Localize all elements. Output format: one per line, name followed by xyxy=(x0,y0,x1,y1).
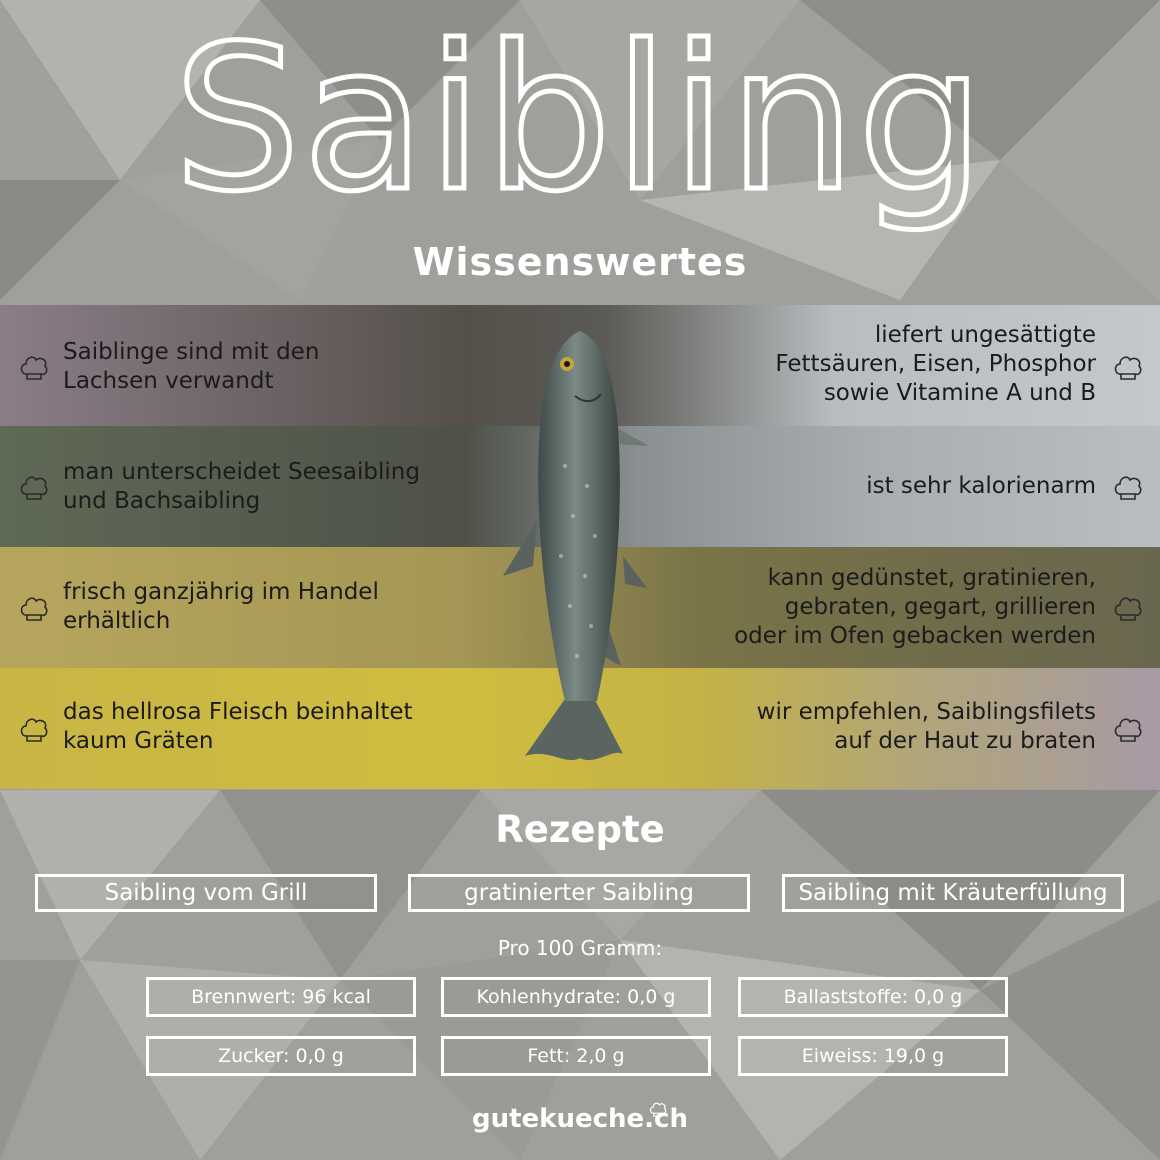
nutrition-title: Pro 100 Gramm: xyxy=(497,936,663,960)
recipes-title: Rezepte xyxy=(495,808,665,851)
nutrition-brennwert: Brennwert: 96 kcal xyxy=(146,977,416,1017)
fact-left-3: frisch ganzjährig im Handel erhältlich xyxy=(63,579,379,634)
chef-hat-icon xyxy=(18,593,50,623)
chef-hat-icon xyxy=(18,714,50,744)
subtitle: Wissenswertes xyxy=(412,240,748,284)
fish-image xyxy=(495,326,665,776)
fact-right-4: wir empfehlen, Saiblingsfilets auf der Haut zu braten xyxy=(756,699,1096,754)
chef-hat-icon xyxy=(1112,352,1144,382)
page-title: Saibling xyxy=(173,3,987,236)
nutrition-fett: Fett: 2,0 g xyxy=(441,1036,711,1076)
nutrition-kohlenhydrate: Kohlenhydrate: 0,0 g xyxy=(441,977,711,1017)
chef-hat-icon xyxy=(1112,472,1144,502)
recipe-button-gratiniert[interactable]: gratinierter Saibling xyxy=(408,874,750,912)
fact-right-1: liefert ungesättigte Fettsäuren, Eisen, Phosphor sowie Vitamine A und B xyxy=(775,322,1096,406)
fact-left-1: Saiblinge sind mit den Lachsen verwandt xyxy=(63,339,320,394)
recipe-button-kraeuterfuellung[interactable]: Saibling mit Kräuterfüllung xyxy=(782,874,1124,912)
chef-hat-icon xyxy=(1112,593,1144,623)
chef-hat-icon xyxy=(648,1100,668,1118)
chef-hat-icon xyxy=(1112,714,1144,744)
nutrition-eiweiss: Eiweiss: 19,0 g xyxy=(738,1036,1008,1076)
fact-left-2: man unterscheidet Seesaibling und Bachsaibling xyxy=(63,459,420,514)
chef-hat-icon xyxy=(18,472,50,502)
nutrition-ballaststoffe: Ballaststoffe: 0,0 g xyxy=(738,977,1008,1017)
fact-right-3: kann gedünstet, gratinieren, gebraten, gegart, grillieren oder im Ofen gebacken werden xyxy=(734,565,1096,649)
fact-left-4: das hellrosa Fleisch beinhaltet kaum Gräten xyxy=(63,699,413,754)
fact-right-2: ist sehr kalorienarm xyxy=(866,473,1096,499)
brand-logo: gutekueche.ch xyxy=(472,1104,688,1134)
nutrition-zucker: Zucker: 0,0 g xyxy=(146,1036,416,1076)
chef-hat-icon xyxy=(18,352,50,382)
recipe-button-grill[interactable]: Saibling vom Grill xyxy=(35,874,377,912)
